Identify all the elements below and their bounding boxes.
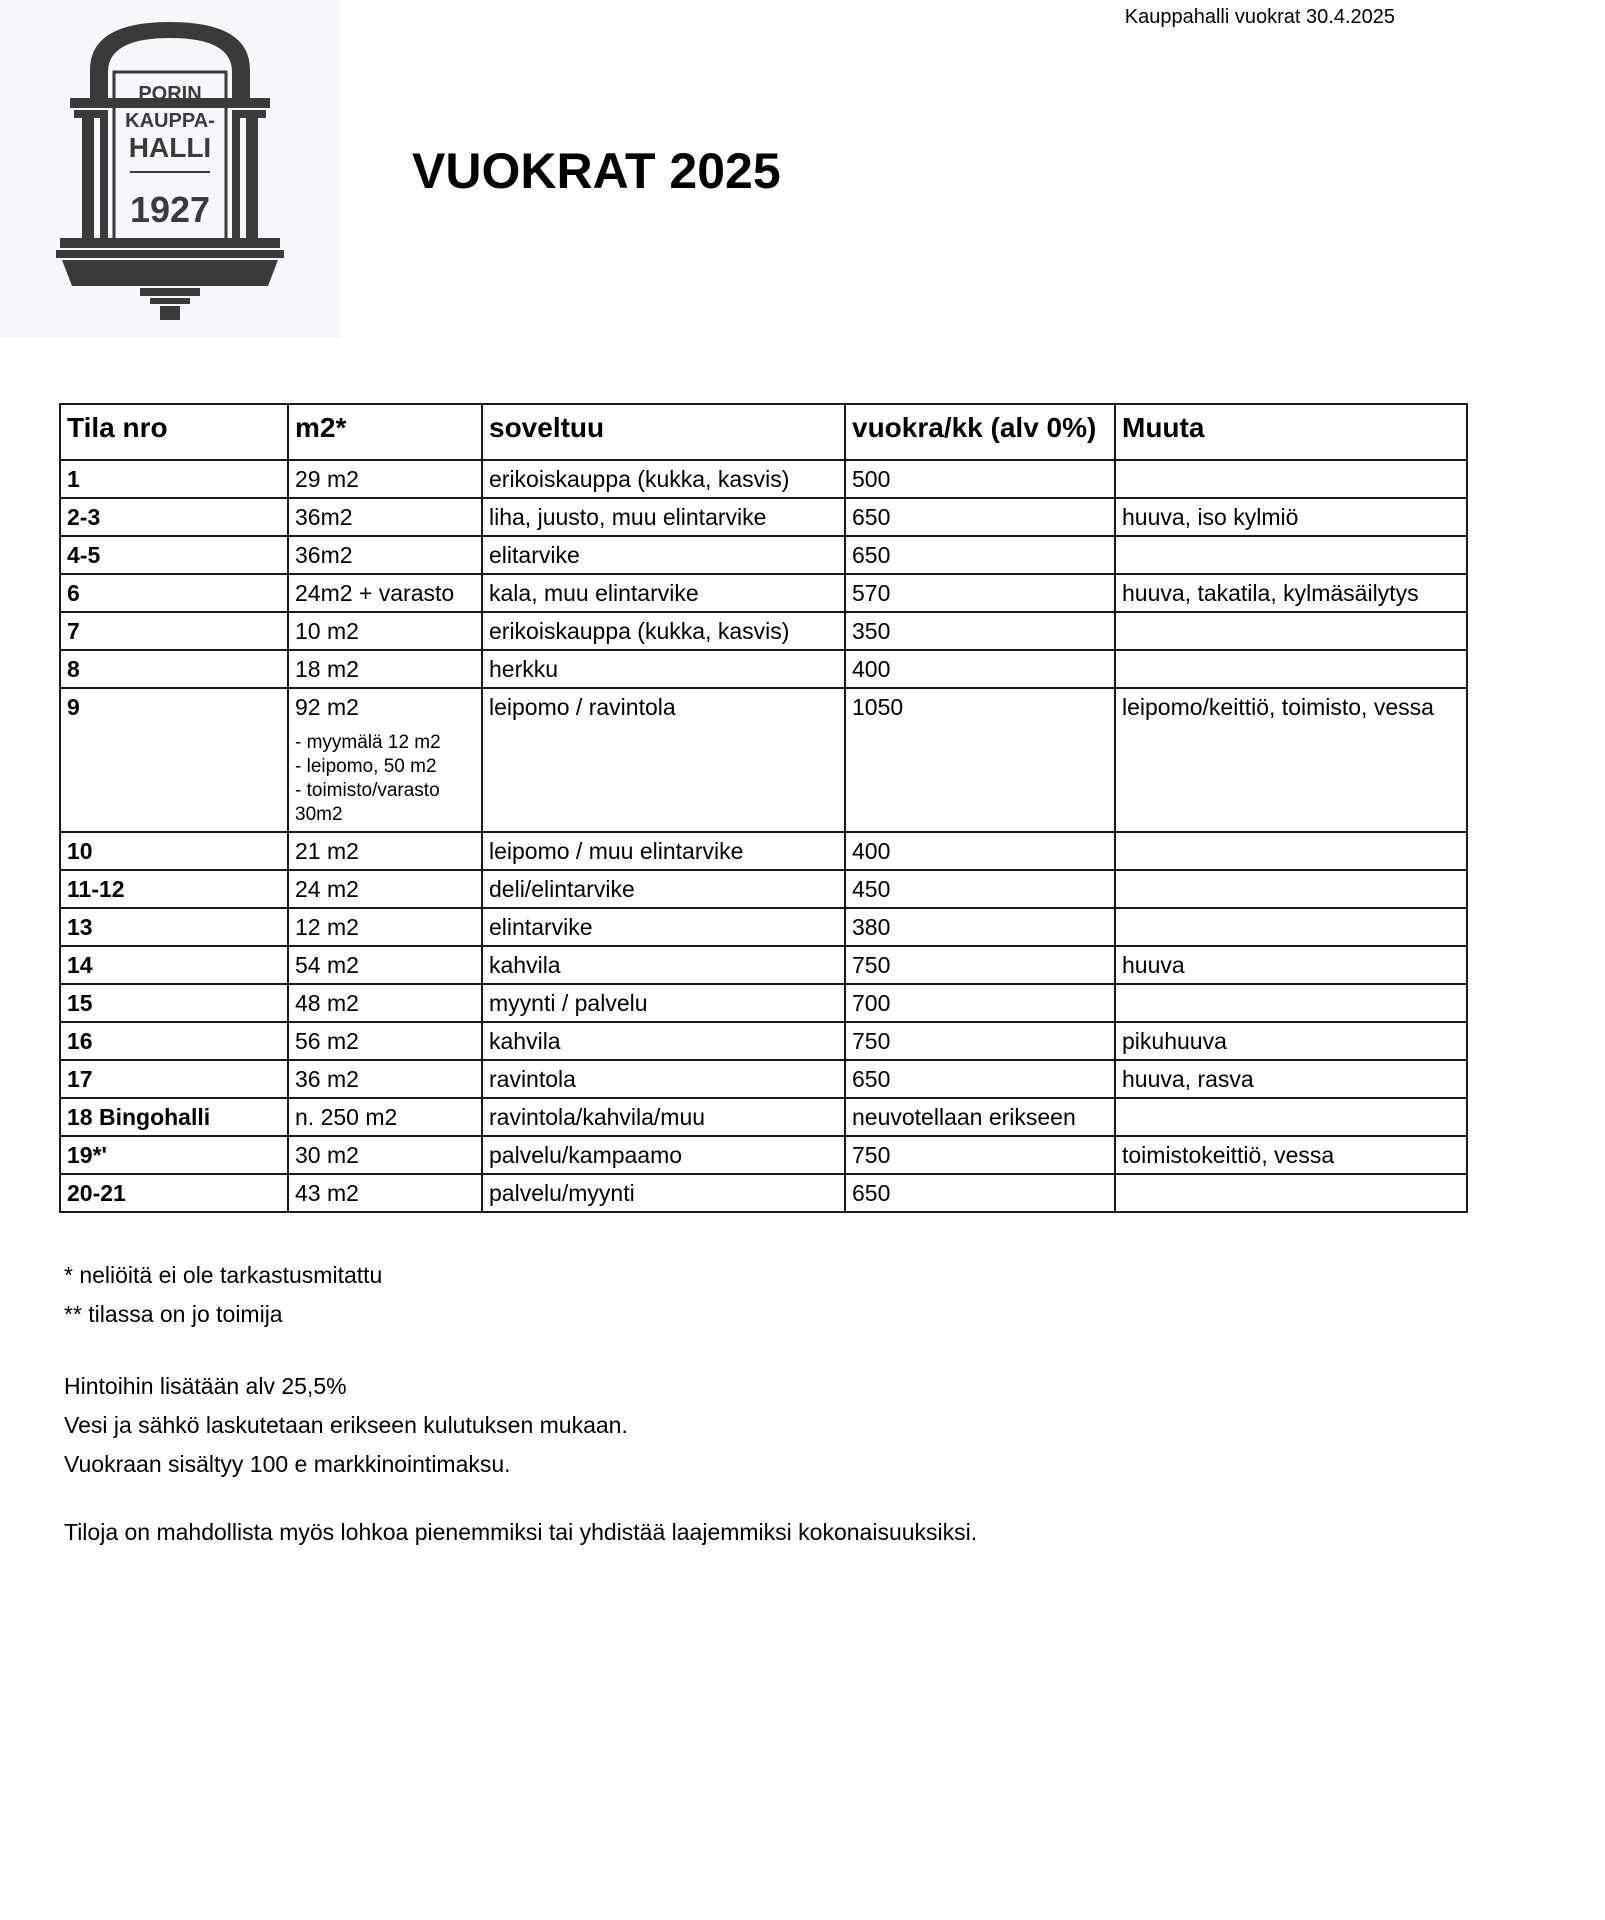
cell-vuokra: 750 <box>845 1022 1115 1060</box>
cell-soveltuu: elintarvike <box>482 908 845 946</box>
cell-soveltuu: leipomo / muu elintarvike <box>482 832 845 870</box>
cell-nro: 6 <box>60 574 288 612</box>
table-row <box>60 498 1467 536</box>
cell-m2: 10 m2 <box>288 612 482 650</box>
table-row <box>60 1022 1467 1060</box>
cell-vuokra: 500 <box>845 460 1115 498</box>
cell-muuta: huuva, takatila, kylmäsäilytys <box>1115 574 1467 612</box>
table-row <box>60 688 1467 832</box>
footer-notes <box>64 1256 977 1552</box>
cell-nro: 9 <box>60 688 288 832</box>
cell-soveltuu: kahvila <box>482 1022 845 1060</box>
header-m2: m2* <box>288 404 482 460</box>
cell-soveltuu: kahvila <box>482 946 845 984</box>
page-title: VUOKRAT 2025 <box>412 143 781 199</box>
cell-soveltuu: myynti / palvelu <box>482 984 845 1022</box>
cell-vuokra: 650 <box>845 1060 1115 1098</box>
breakdown-line: - toimisto/varasto <box>295 780 440 801</box>
cell-m2: 29 m2 <box>288 460 482 498</box>
cell-m2: 12 m2 <box>288 908 482 946</box>
cell-m2: 30 m2 <box>288 1136 482 1174</box>
cell-muuta <box>1115 460 1467 498</box>
cell-muuta <box>1115 650 1467 688</box>
cell-m2: 56 m2 <box>288 1022 482 1060</box>
cell-vuokra: 750 <box>845 1136 1115 1174</box>
table-row <box>60 612 1467 650</box>
footnote: * neliöitä ei ole tarkastusmitattu <box>64 1262 383 1288</box>
logo-line1: PORIN <box>138 83 202 105</box>
cell-muuta <box>1115 832 1467 870</box>
cell-nro: 8 <box>60 650 288 688</box>
table-row <box>60 460 1467 498</box>
porin-kauppahalli-logo <box>0 0 340 338</box>
cell-nro: 10 <box>60 832 288 870</box>
table-row <box>60 946 1467 984</box>
note: Hintoihin lisätään alv 25,5% <box>64 1373 347 1399</box>
cell-m2: 54 m2 <box>288 946 482 984</box>
footnote: ** tilassa on jo toimija <box>64 1301 283 1327</box>
table-row <box>60 1136 1467 1174</box>
cell-muuta: huuva, iso kylmiö <box>1115 498 1467 536</box>
cell-muuta: pikuhuuva <box>1115 1022 1467 1060</box>
cell-nro: 7 <box>60 612 288 650</box>
table-row <box>60 870 1467 908</box>
cell-nro: 17 <box>60 1060 288 1098</box>
cell-vuokra: 400 <box>845 650 1115 688</box>
logo-line2: KAUPPA- <box>125 110 215 132</box>
table-row <box>60 984 1467 1022</box>
cell-m2: 18 m2 <box>288 650 482 688</box>
cell-soveltuu: ravintola/kahvila/muu <box>482 1098 845 1136</box>
cell-nro: 11-12 <box>60 870 288 908</box>
table-row <box>60 650 1467 688</box>
cell-nro: 15 <box>60 984 288 1022</box>
cell-muuta <box>1115 984 1467 1022</box>
cell-muuta: toimistokeittiö, vessa <box>1115 1136 1467 1174</box>
cell-m2: 36m2 <box>288 536 482 574</box>
cell-vuokra: 570 <box>845 574 1115 612</box>
cell-vuokra: 350 <box>845 612 1115 650</box>
cell-vuokra: 650 <box>845 1174 1115 1212</box>
header-vuokra: vuokra/kk (alv 0%) <box>845 404 1115 460</box>
cell-m2: 48 m2 <box>288 984 482 1022</box>
cell-vuokra: 1050 <box>845 688 1115 832</box>
cell-soveltuu: palvelu/myynti <box>482 1174 845 1212</box>
cell-soveltuu: leipomo / ravintola <box>482 688 845 832</box>
cell-nro: 2-3 <box>60 498 288 536</box>
cell-m2: 24 m2 <box>288 870 482 908</box>
cell-m2: 24m2 + varasto <box>288 574 482 612</box>
header-tila-nro: Tila nro <box>60 404 288 460</box>
breakdown-line: 30m2 <box>295 804 343 825</box>
cell-soveltuu: kala, muu elintarvike <box>482 574 845 612</box>
cell-soveltuu: ravintola <box>482 1060 845 1098</box>
cell-muuta <box>1115 536 1467 574</box>
cell-m2: n. 250 m2 <box>288 1098 482 1136</box>
cell-m2-main: 92 m2 <box>295 694 359 720</box>
table-row <box>60 1060 1467 1098</box>
table-row <box>60 1098 1467 1136</box>
cell-nro: 20-21 <box>60 1174 288 1212</box>
cell-m2-breakdown <box>295 731 475 827</box>
logo-graphic <box>0 0 340 338</box>
cell-soveltuu: deli/elintarvike <box>482 870 845 908</box>
cell-vuokra: 700 <box>845 984 1115 1022</box>
cell-nro: 18 Bingohalli <box>60 1098 288 1136</box>
cell-vuokra: 400 <box>845 832 1115 870</box>
cell-muuta <box>1115 1174 1467 1212</box>
header-muuta: Muuta <box>1115 404 1467 460</box>
cell-vuokra: neuvotellaan erikseen <box>845 1098 1115 1136</box>
cell-m2: 36 m2 <box>288 1060 482 1098</box>
table-row <box>60 832 1467 870</box>
cell-m2 <box>288 688 482 832</box>
cell-soveltuu: herkku <box>482 650 845 688</box>
note: Vuokraan sisältyy 100 e markkinointimaksu. <box>64 1451 511 1477</box>
cell-nro: 16 <box>60 1022 288 1060</box>
cell-vuokra: 650 <box>845 536 1115 574</box>
cell-nro: 1 <box>60 460 288 498</box>
cell-m2: 43 m2 <box>288 1174 482 1212</box>
breakdown-line: - myymälä 12 m2 <box>295 732 441 753</box>
cell-nro: 19*' <box>60 1136 288 1174</box>
cell-soveltuu: liha, juusto, muu elintarvike <box>482 498 845 536</box>
cell-muuta <box>1115 612 1467 650</box>
cell-soveltuu: erikoiskauppa (kukka, kasvis) <box>482 460 845 498</box>
cell-soveltuu: elitarvike <box>482 536 845 574</box>
rent-table <box>59 403 1468 1213</box>
closing-note: Tiloja on mahdollista myös lohkoa pienemmiksi tai yhdistää laajemmiksi kokonaisuuksiksi. <box>64 1519 978 1545</box>
cell-nro: 4-5 <box>60 536 288 574</box>
table-row <box>60 574 1467 612</box>
note: Vesi ja sähkö laskutetaan erikseen kulutuksen mukaan. <box>64 1412 628 1438</box>
cell-vuokra: 650 <box>845 498 1115 536</box>
table-row <box>60 1174 1467 1212</box>
cell-nro: 13 <box>60 908 288 946</box>
logo-year: 1927 <box>129 189 211 230</box>
table-row <box>60 536 1467 574</box>
logo-line3: HALLI <box>128 132 212 163</box>
cell-muuta: leipomo/keittiö, toimisto, vessa <box>1115 688 1467 832</box>
cell-muuta <box>1115 1098 1467 1136</box>
cell-muuta <box>1115 870 1467 908</box>
table-header-row <box>60 404 1467 460</box>
cell-muuta: huuva, rasva <box>1115 1060 1467 1098</box>
cell-m2: 21 m2 <box>288 832 482 870</box>
cell-soveltuu: erikoiskauppa (kukka, kasvis) <box>482 612 845 650</box>
cell-vuokra: 380 <box>845 908 1115 946</box>
cell-vuokra: 750 <box>845 946 1115 984</box>
header-note: Kauppahalli vuokrat 30.4.2025 <box>1124 6 1395 28</box>
cell-muuta <box>1115 908 1467 946</box>
cell-muuta: huuva <box>1115 946 1467 984</box>
cell-vuokra: 450 <box>845 870 1115 908</box>
cell-m2: 36m2 <box>288 498 482 536</box>
breakdown-line: - leipomo, 50 m2 <box>295 756 437 777</box>
cell-soveltuu: palvelu/kampaamo <box>482 1136 845 1174</box>
table-row <box>60 908 1467 946</box>
cell-nro: 14 <box>60 946 288 984</box>
header-soveltuu: soveltuu <box>482 404 845 460</box>
